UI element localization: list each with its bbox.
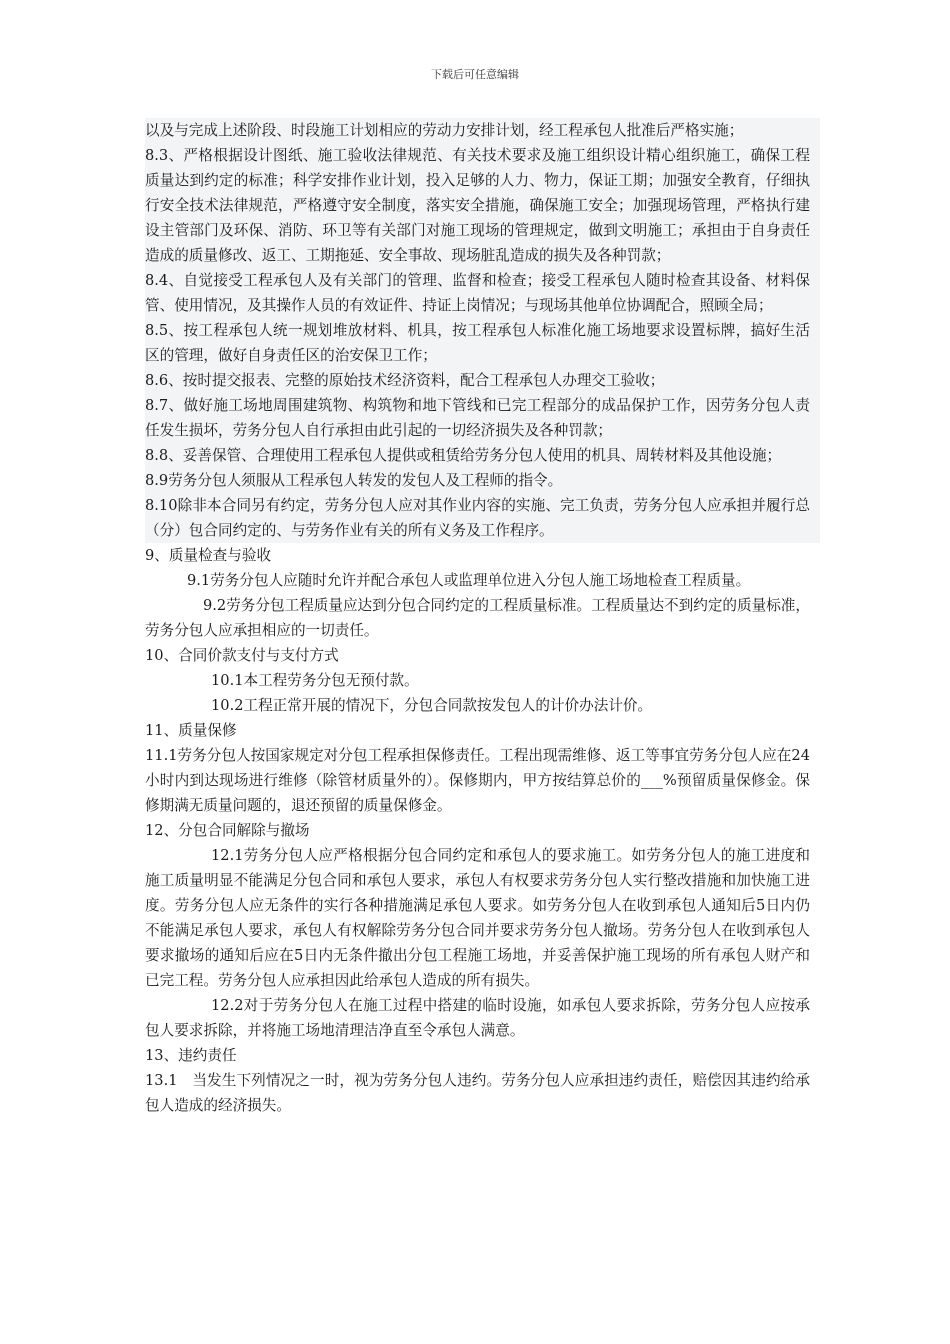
section-heading-12: 12、分包合同解除与撤场 xyxy=(145,822,310,839)
clause-12-1: 12.1劳务分包人应严格根据分包合同约定和承包人的要求施工。如劳务分包人的施工进度和施工质量明显不能满足分包合同和承包人要求，承包人有权要求劳务分包人实行整改措施和加快施工进度。劳务分包人应无条件的实行各种措施满足承包人要求。如劳务分包人在收到承包人通知后5日内仍不能满足承包人要求，承包人有权解除劳务分包合同并要求劳务分包人撤场。劳务分包人在收到承包人要求撤场的通知后应在5日内无条件撤出分包工程施工场地，并妥善保护施工现场的所有承包人财产和已完工程。劳务分包人应承担因此给承包人造成的所有损失。 xyxy=(145,847,810,989)
clause-8-6: 8.6、按时提交报表、完整的原始技术经济资料，配合工程承包人办理交工验收； xyxy=(145,372,665,389)
clause-8-9: 8.9劳务分包人须服从工程承包人转发的发包人及工程师的指令。 xyxy=(145,472,563,489)
clause-8-4: 8.4、自觉接受工程承包人及有关部门的管理、监督和检查；接受工程承包人随时检查其设备、材料保管、使用情况，及其操作人员的有效证件、持证上岗情况；与现场其他单位协调配合，照顾全局； xyxy=(145,272,810,314)
section-heading-10: 10、合同价款支付与支付方式 xyxy=(145,647,339,664)
page-header: 下载后可任意编辑 xyxy=(431,68,519,81)
section-heading-11: 11、质量保修 xyxy=(145,722,237,739)
document-body xyxy=(145,118,810,1118)
clause-8-5: 8.5、按工程承包人统一规划堆放材料、机具，按工程承包人标准化施工场地要求设置标牌，搞好生活区的管理，做好自身责任区的治安保卫工作； xyxy=(145,322,810,364)
clause-10-1: 10.1本工程劳务分包无预付款。 xyxy=(211,672,419,689)
clause-9-1: 9.1劳务分包人应随时允许并配合承包人或监理单位进入分包人施工场地检查工程质量。 xyxy=(187,572,751,589)
clause-9-2: 9.2劳务分包工程质量应达到分包合同约定的工程质量标准。工程质量达不到约定的质量标准，劳务分包人应承担相应的一切责任。 xyxy=(145,597,810,639)
clause-13-1: 13.1 当发生下列情况之一时，视为劳务分包人违约。劳务分包人应承担违约责任，赔偿因其违约给承包人造成的经济损失。 xyxy=(145,1072,810,1114)
clause-8-7: 8.7、做好施工场地周围建筑物、构筑物和地下管线和已完工程部分的成品保护工作，因劳务分包人责任发生损坏，劳务分包人自行承担由此引起的一切经济损失及各种罚款； xyxy=(145,397,810,439)
clause-10-2: 10.2工程正常开展的情况下，分包合同款按发包人的计价办法计价。 xyxy=(211,697,653,714)
paragraph-continuation: 以及与完成上述阶段、时段施工计划相应的劳动力安排计划，经工程承包人批准后严格实施； xyxy=(145,122,744,139)
clause-8-3: 8.3、严格根据设计图纸、施工验收法律规范、有关技术要求及施工组织设计精心组织施工，确保工程质量达到约定的标准；科学安排作业计划，投入足够的人力、物力，保证工期；加强安全教育，仔细执行安全技术法律规范，严格遵守安全制度，落实安全措施，确保施工安全；加强现场管理，严格执行建设主管部门及环保、消防、环卫等有关部门对施工现场的管理规定，做到文明施工；承担由于自身责任造成的质量修改、返工、工期拖延、安全事故、现场脏乱造成的损失及各种罚款； xyxy=(145,147,810,264)
clause-8-8: 8.8、妥善保管、合理使用工程承包人提供或租赁给劳务分包人使用的机具、周转材料及其他设施； xyxy=(145,447,782,464)
clause-8-10: 8.10除非本合同另有约定，劳务分包人应对其作业内容的实施、完工负责，劳务分包人应承担并履行总（分）包合同约定的、与劳务作业有关的所有义务及工作程序。 xyxy=(145,497,810,539)
clause-12-2: 12.2对于劳务分包人在施工过程中搭建的临时设施，如承包人要求拆除，劳务分包人应按承包人要求拆除，并将施工场地清理洁净直至令承包人满意。 xyxy=(145,997,810,1039)
clause-11-1: 11.1劳务分包人按国家规定对分包工程承担保修责任。工程出现需维修、返工等事宜劳务分包人应在24小时内到达现场进行维修（除管材质量外的）。保修期内，甲方按结算总价的___%预留质量保修金。保修期满无质量问题的，退还预留的质量保修金。 xyxy=(145,747,810,814)
section-heading-13: 13、违约责任 xyxy=(145,1047,237,1064)
section-heading-9: 9、质量检查与验收 xyxy=(145,547,272,564)
shaded-section xyxy=(145,118,820,543)
